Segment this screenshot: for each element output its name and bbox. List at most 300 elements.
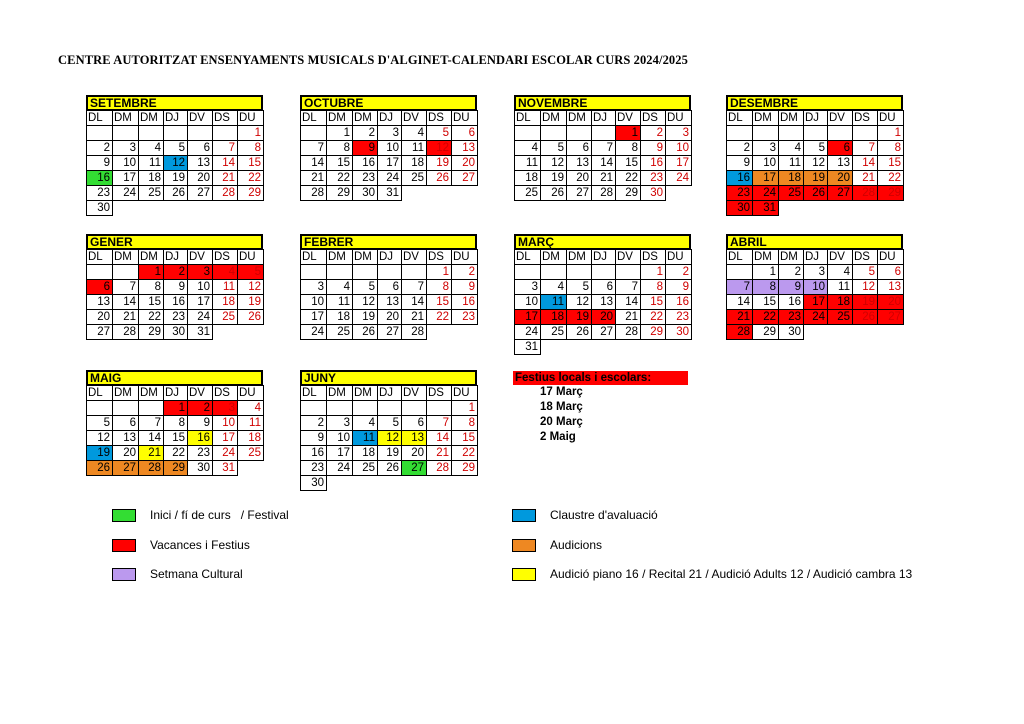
- day-cell: 3: [301, 280, 327, 295]
- week-row: [301, 476, 478, 491]
- day-cell: 16: [353, 156, 378, 171]
- day-cell: 29: [616, 186, 641, 201]
- day-cell: 6: [878, 265, 904, 280]
- day-cell: 21: [427, 446, 452, 461]
- empty-cell: [427, 401, 452, 416]
- day-cell: 7: [727, 280, 753, 295]
- day-cell: 11: [779, 156, 804, 171]
- day-cell: 28: [616, 325, 641, 340]
- purple-swatch-icon: [112, 568, 136, 581]
- day-cell: 10: [213, 416, 238, 431]
- legend-label: Claustre d'avaluació: [550, 508, 658, 522]
- weekday-header: DM: [353, 386, 378, 401]
- day-cell: 19: [87, 446, 113, 461]
- day-cell: 30: [641, 186, 666, 201]
- empty-cell: [592, 340, 616, 355]
- day-cell: 22: [238, 171, 264, 186]
- day-cell: 18: [515, 171, 541, 186]
- week-row: [301, 446, 478, 461]
- day-cell: 31: [753, 201, 779, 216]
- day-cell: 9: [87, 156, 113, 171]
- day-cell: 25: [213, 310, 238, 325]
- weekday-header: DM: [327, 386, 353, 401]
- day-cell: 26: [87, 461, 113, 476]
- empty-cell: [238, 325, 264, 340]
- day-cell: 7: [213, 141, 238, 156]
- week-row: [301, 156, 478, 171]
- day-cell: 12: [87, 431, 113, 446]
- weekday-header: DV: [402, 386, 427, 401]
- day-cell: 9: [727, 156, 753, 171]
- empty-cell: [87, 401, 113, 416]
- day-cell: 24: [188, 310, 213, 325]
- day-cell: 18: [779, 171, 804, 186]
- empty-cell: [804, 325, 828, 340]
- weekday-header: DU: [238, 111, 264, 126]
- day-cell: 26: [541, 186, 567, 201]
- day-cell: 21: [616, 310, 641, 325]
- empty-cell: [427, 476, 452, 491]
- day-cell: 15: [139, 295, 164, 310]
- day-cell: 5: [541, 141, 567, 156]
- empty-cell: [641, 340, 666, 355]
- day-cell: 25: [779, 186, 804, 201]
- month-juny: [300, 370, 478, 491]
- day-cell: 8: [327, 141, 353, 156]
- day-cell: 30: [301, 476, 327, 491]
- day-cell: 4: [402, 126, 427, 141]
- day-cell: 2: [164, 265, 188, 280]
- day-cell: 19: [378, 446, 402, 461]
- empty-cell: [301, 265, 327, 280]
- day-cell: 2: [452, 265, 478, 280]
- day-cell: 22: [452, 446, 478, 461]
- weekday-header: DV: [402, 111, 427, 126]
- day-cell: 27: [592, 325, 616, 340]
- day-cell: 7: [301, 141, 327, 156]
- weekday-header: DS: [641, 111, 666, 126]
- day-cell: 9: [164, 280, 188, 295]
- weekday-header: DV: [616, 111, 641, 126]
- month-setembre: [86, 95, 264, 216]
- week-row: [727, 156, 904, 171]
- weekday-header: DL: [727, 250, 753, 265]
- day-cell: 29: [641, 325, 666, 340]
- weekday-header: DJ: [378, 250, 402, 265]
- holidays-box: [513, 371, 688, 445]
- day-cell: 22: [616, 171, 641, 186]
- day-cell: 12: [353, 295, 378, 310]
- day-cell: 20: [113, 446, 139, 461]
- day-cell: 20: [592, 310, 616, 325]
- day-cell: 4: [779, 141, 804, 156]
- day-cell: 26: [164, 186, 188, 201]
- weekday-header: DM: [139, 250, 164, 265]
- empty-cell: [727, 126, 753, 141]
- day-cell: 12: [804, 156, 828, 171]
- empty-cell: [828, 201, 853, 216]
- day-cell: 27: [567, 186, 592, 201]
- week-row: [87, 186, 264, 201]
- weekday-header: DV: [402, 250, 427, 265]
- day-cell: 26: [567, 325, 592, 340]
- empty-cell: [452, 476, 478, 491]
- weekday-header: DU: [878, 250, 904, 265]
- weekday-header: DS: [853, 111, 878, 126]
- empty-cell: [541, 265, 567, 280]
- day-cell: 12: [378, 431, 402, 446]
- day-cell: 16: [301, 446, 327, 461]
- day-cell: 27: [452, 171, 478, 186]
- week-row: [301, 265, 478, 280]
- day-cell: 13: [188, 156, 213, 171]
- day-cell: 29: [753, 325, 779, 340]
- day-cell: 11: [541, 295, 567, 310]
- day-cell: 20: [452, 156, 478, 171]
- day-cell: 6: [402, 416, 427, 431]
- weekday-header: DV: [188, 250, 213, 265]
- day-cell: 29: [452, 461, 478, 476]
- day-cell: 17: [753, 171, 779, 186]
- green-swatch-icon: [112, 509, 136, 522]
- day-cell: 20: [828, 171, 853, 186]
- day-cell: 23: [641, 171, 666, 186]
- weekday-header: DM: [753, 111, 779, 126]
- day-cell: 20: [378, 310, 402, 325]
- weekday-header: DJ: [378, 111, 402, 126]
- day-cell: 28: [301, 186, 327, 201]
- day-cell: 13: [878, 280, 904, 295]
- day-cell: 9: [188, 416, 213, 431]
- day-cell: 23: [188, 446, 213, 461]
- weekday-header: DM: [353, 250, 378, 265]
- day-cell: 9: [452, 280, 478, 295]
- day-cell: 26: [853, 310, 878, 325]
- week-row: [515, 280, 692, 295]
- day-cell: 24: [378, 171, 402, 186]
- day-cell: 7: [853, 141, 878, 156]
- day-cell: 16: [779, 295, 804, 310]
- day-cell: 25: [402, 171, 427, 186]
- day-cell: 4: [238, 401, 264, 416]
- weekday-header: DJ: [164, 111, 188, 126]
- day-cell: 2: [87, 141, 113, 156]
- day-cell: 22: [878, 171, 904, 186]
- day-cell: 16: [666, 295, 692, 310]
- day-cell: 19: [164, 171, 188, 186]
- week-row: [515, 310, 692, 325]
- weekday-header: DV: [616, 250, 641, 265]
- week-row: [301, 186, 478, 201]
- empty-cell: [592, 265, 616, 280]
- day-cell: 6: [113, 416, 139, 431]
- weekday-header: DS: [641, 250, 666, 265]
- day-cell: 24: [301, 325, 327, 340]
- day-cell: 30: [727, 201, 753, 216]
- day-cell: 13: [402, 431, 427, 446]
- day-cell: 10: [804, 280, 828, 295]
- blue-swatch-icon: [512, 509, 536, 522]
- day-cell: 13: [567, 156, 592, 171]
- week-row: [515, 171, 692, 186]
- day-cell: 21: [592, 171, 616, 186]
- day-cell: 15: [641, 295, 666, 310]
- weekday-header: DJ: [164, 250, 188, 265]
- month-febrer: [300, 234, 478, 340]
- day-cell: 20: [87, 310, 113, 325]
- week-row: [87, 446, 264, 461]
- yellow-swatch-icon: [512, 568, 536, 581]
- day-cell: 22: [327, 171, 353, 186]
- day-cell: 18: [238, 431, 264, 446]
- calendar-grid: [300, 110, 478, 201]
- week-row: [87, 401, 264, 416]
- week-row: [87, 126, 264, 141]
- day-cell: 5: [378, 416, 402, 431]
- day-cell: 26: [378, 461, 402, 476]
- weekday-header: DS: [213, 250, 238, 265]
- day-cell: 21: [853, 171, 878, 186]
- day-cell: 5: [853, 265, 878, 280]
- day-cell: 23: [87, 186, 113, 201]
- day-cell: 6: [592, 280, 616, 295]
- day-cell: 4: [828, 265, 853, 280]
- empty-cell: [378, 476, 402, 491]
- day-cell: 28: [139, 461, 164, 476]
- weekday-header: DS: [213, 111, 238, 126]
- day-cell: 23: [452, 310, 478, 325]
- day-cell: 11: [238, 416, 264, 431]
- calendar-grid: [300, 249, 478, 340]
- weekday-header: DJ: [378, 386, 402, 401]
- day-cell: 12: [427, 141, 452, 156]
- day-cell: 5: [164, 141, 188, 156]
- day-cell: 8: [616, 141, 641, 156]
- week-row: [301, 280, 478, 295]
- week-row: [301, 461, 478, 476]
- weekday-header: DU: [452, 250, 478, 265]
- day-cell: 17: [327, 446, 353, 461]
- weekday-header: DM: [779, 250, 804, 265]
- empty-cell: [452, 186, 478, 201]
- week-row: [87, 295, 264, 310]
- day-cell: 19: [353, 310, 378, 325]
- empty-cell: [592, 126, 616, 141]
- weekday-header: DU: [452, 386, 478, 401]
- day-cell: 24: [515, 325, 541, 340]
- day-cell: 25: [238, 446, 264, 461]
- day-cell: 15: [427, 295, 452, 310]
- day-cell: 5: [353, 280, 378, 295]
- week-row: [87, 461, 264, 476]
- empty-cell: [727, 265, 753, 280]
- day-cell: 24: [804, 310, 828, 325]
- weekday-header: DJ: [804, 111, 828, 126]
- day-cell: 5: [804, 141, 828, 156]
- weekday-header: DU: [666, 111, 692, 126]
- empty-cell: [541, 340, 567, 355]
- empty-cell: [427, 325, 452, 340]
- weekday-header: DM: [113, 250, 139, 265]
- day-cell: 10: [113, 156, 139, 171]
- day-cell: 28: [402, 325, 427, 340]
- day-cell: 12: [567, 295, 592, 310]
- day-cell: 24: [213, 446, 238, 461]
- day-cell: 15: [753, 295, 779, 310]
- day-cell: 14: [402, 295, 427, 310]
- day-cell: 11: [828, 280, 853, 295]
- empty-cell: [87, 126, 113, 141]
- day-cell: 12: [853, 280, 878, 295]
- day-cell: 22: [641, 310, 666, 325]
- month-name: DESEMBRE: [726, 95, 903, 110]
- day-cell: 25: [327, 325, 353, 340]
- weekday-header: DL: [301, 111, 327, 126]
- day-cell: 7: [402, 280, 427, 295]
- empty-cell: [804, 126, 828, 141]
- day-cell: 7: [113, 280, 139, 295]
- day-cell: 18: [402, 156, 427, 171]
- day-cell: 20: [878, 295, 904, 310]
- page-title: CENTRE AUTORITZAT ENSENYAMENTS MUSICALS D'ALGINET-CALENDARI ESCOLAR CURS 2024/2025: [58, 53, 688, 67]
- weekday-header: DL: [87, 250, 113, 265]
- day-cell: 5: [238, 265, 264, 280]
- empty-cell: [666, 340, 692, 355]
- calendar-grid: [726, 110, 904, 216]
- empty-cell: [213, 201, 238, 216]
- day-cell: 21: [213, 171, 238, 186]
- day-cell: 27: [87, 325, 113, 340]
- day-cell: 16: [727, 171, 753, 186]
- week-row: [515, 126, 692, 141]
- day-cell: 3: [515, 280, 541, 295]
- weekday-header: DU: [452, 111, 478, 126]
- day-cell: 14: [616, 295, 641, 310]
- day-cell: 9: [779, 280, 804, 295]
- week-row: [301, 431, 478, 446]
- week-row: [515, 186, 692, 201]
- weekday-header: DM: [139, 111, 164, 126]
- empty-cell: [452, 325, 478, 340]
- weekday-header: DM: [541, 250, 567, 265]
- empty-cell: [402, 401, 427, 416]
- day-cell: 5: [87, 416, 113, 431]
- day-cell: 2: [188, 401, 213, 416]
- weekday-header: DS: [427, 250, 452, 265]
- day-cell: 11: [327, 295, 353, 310]
- day-cell: 19: [427, 156, 452, 171]
- empty-cell: [753, 126, 779, 141]
- empty-cell: [139, 201, 164, 216]
- day-cell: 7: [592, 141, 616, 156]
- week-row: [727, 295, 904, 310]
- empty-cell: [327, 265, 353, 280]
- empty-cell: [353, 476, 378, 491]
- day-cell: 19: [567, 310, 592, 325]
- weekday-header: DS: [213, 386, 238, 401]
- empty-cell: [113, 126, 139, 141]
- day-cell: 27: [113, 461, 139, 476]
- day-cell: 30: [779, 325, 804, 340]
- weekday-header: DV: [188, 111, 213, 126]
- empty-cell: [301, 401, 327, 416]
- day-cell: 2: [353, 126, 378, 141]
- day-cell: 15: [452, 431, 478, 446]
- day-cell: 27: [878, 310, 904, 325]
- day-cell: 28: [213, 186, 238, 201]
- day-cell: 18: [353, 446, 378, 461]
- month-name: FEBRER: [300, 234, 477, 249]
- weekday-header: DM: [327, 250, 353, 265]
- month-abril: [726, 234, 904, 340]
- day-cell: 1: [878, 126, 904, 141]
- day-cell: 26: [427, 171, 452, 186]
- empty-cell: [213, 126, 238, 141]
- day-cell: 4: [213, 265, 238, 280]
- weekday-header: DU: [666, 250, 692, 265]
- day-cell: 15: [238, 156, 264, 171]
- day-cell: 10: [666, 141, 692, 156]
- weekday-header: DL: [301, 250, 327, 265]
- legend-label: Audicions: [550, 538, 603, 552]
- calendar-grid: [726, 249, 904, 340]
- day-cell: 27: [188, 186, 213, 201]
- legend-holidays: [112, 538, 250, 552]
- day-cell: 6: [828, 141, 853, 156]
- day-cell: 26: [353, 325, 378, 340]
- week-row: [87, 265, 264, 280]
- legend-label: Inici / fí de curs / Festival: [150, 508, 289, 522]
- day-cell: 30: [188, 461, 213, 476]
- day-cell: 8: [452, 416, 478, 431]
- week-row: [515, 340, 692, 355]
- calendar-grid: [514, 249, 692, 355]
- day-cell: 1: [327, 126, 353, 141]
- day-cell: 8: [878, 141, 904, 156]
- day-cell: 1: [616, 126, 641, 141]
- day-cell: 15: [878, 156, 904, 171]
- empty-cell: [327, 401, 353, 416]
- weekday-header: DJ: [592, 111, 616, 126]
- day-cell: 11: [139, 156, 164, 171]
- day-cell: 29: [139, 325, 164, 340]
- day-cell: 8: [238, 141, 264, 156]
- day-cell: 13: [87, 295, 113, 310]
- legend-start-end: [112, 508, 289, 522]
- week-row: [727, 265, 904, 280]
- day-cell: 15: [616, 156, 641, 171]
- day-cell: 3: [666, 126, 692, 141]
- day-cell: 18: [327, 310, 353, 325]
- day-cell: 2: [666, 265, 692, 280]
- day-cell: 28: [727, 325, 753, 340]
- week-row: [87, 325, 264, 340]
- day-cell: 14: [853, 156, 878, 171]
- day-cell: 2: [779, 265, 804, 280]
- calendar-grid: [86, 385, 264, 476]
- day-cell: 18: [213, 295, 238, 310]
- day-cell: 1: [164, 401, 188, 416]
- empty-cell: [878, 201, 904, 216]
- day-cell: 17: [188, 295, 213, 310]
- week-row: [515, 141, 692, 156]
- empty-cell: [567, 340, 592, 355]
- day-cell: 17: [515, 310, 541, 325]
- empty-cell: [238, 201, 264, 216]
- day-cell: 22: [427, 310, 452, 325]
- weekday-header: DL: [87, 386, 113, 401]
- day-cell: 10: [301, 295, 327, 310]
